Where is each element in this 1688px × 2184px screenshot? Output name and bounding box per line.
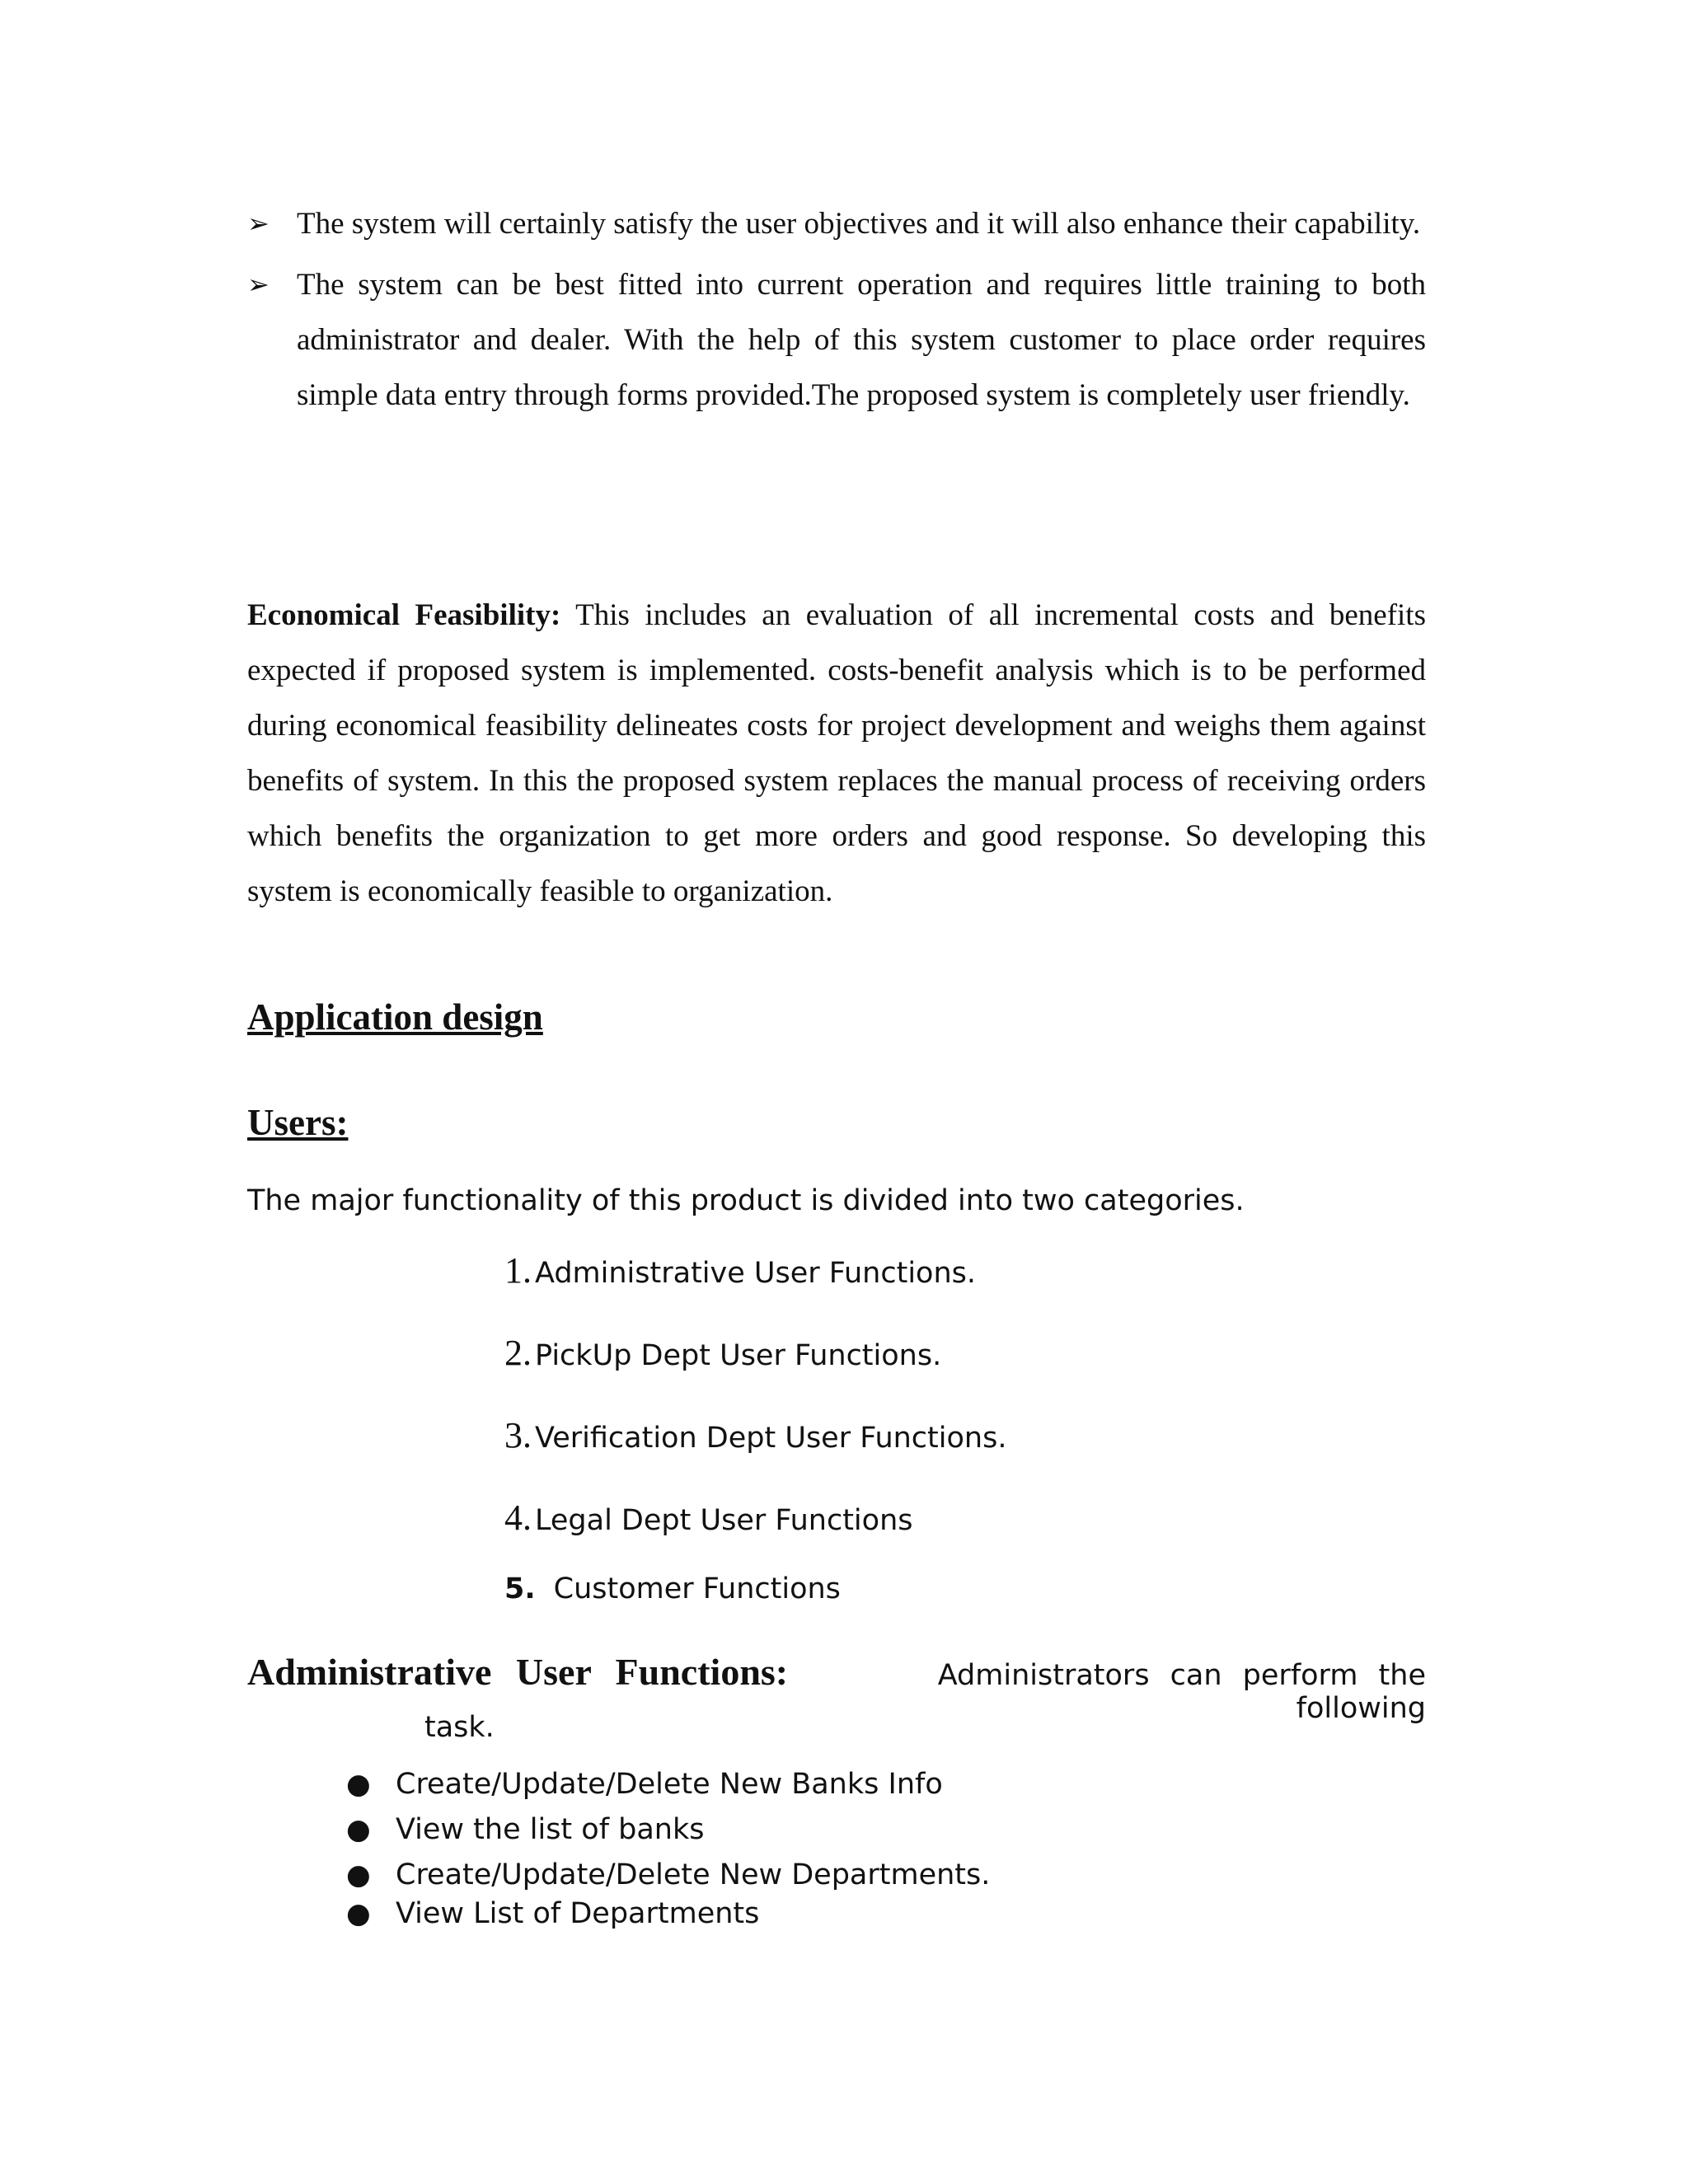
category-number: 1. [504,1250,532,1291]
category-label: Customer Functions [553,1572,841,1605]
bullet-dot-icon: ● [346,1897,371,1930]
arrow-right-icon: ➢ [247,209,270,238]
category-number: 3. [504,1415,532,1455]
admin-functions-description-cont: task. [424,1711,495,1744]
category-label: Administrative User Functions. [535,1257,977,1290]
bullet-dot-icon: ● [346,1813,371,1846]
category-item [504,1332,1006,1414]
category-item [504,1414,1006,1497]
feasibility-bullet-text: The system can be best fitted into current operation and requires little training to both administrator and dealer. With the help of this system customer to place order requires simple data entry through forms provided.The proposed system is completely user friendly. [297,268,1426,412]
users-intro-text: The major functionality of this product is divided into two categories. [247,1184,1245,1217]
category-list [504,1249,1006,1638]
arrow-right-icon: ➢ [247,269,270,299]
admin-task-text: View List of Departments [396,1897,760,1930]
bullet-dot-icon: ● [346,1858,371,1891]
category-item [504,1572,1006,1638]
category-number: 2. [504,1333,532,1373]
admin-functions-heading: Administrative User Functions: [247,1651,789,1693]
economical-feasibility-paragraph [247,588,1426,919]
category-label: Legal Dept User Functions [535,1504,913,1537]
category-item [504,1497,1006,1579]
admin-task-text: Create/Update/Delete New Banks Info [396,1768,943,1801]
feasibility-bullet [247,257,1426,423]
feasibility-bullet-text: The system will certainly satisfy the user objectives and it will also enhance their capability. [297,207,1421,241]
feasibility-bullet-list [247,196,1426,429]
category-label: PickUp Dept User Functions. [535,1339,942,1372]
economical-feasibility-text: This includes an evaluation of all incremental costs and benefits expected if proposed system is implemented. costs-benefit analysis which is to be performed during economical feasibility delineates costs for project development and weighs them against benefits of system. In this the proposed system replaces the manual process of receiving orders which benefits the organization to get more orders and good response. So developing this system is economically feasible to organization. [247,598,1426,908]
feasibility-bullet [247,196,1426,251]
category-number: 4. [504,1497,532,1538]
category-number: 5. [504,1572,536,1605]
admin-task-item [346,1768,990,1813]
users-heading: Users: [247,1102,349,1143]
application-design-heading: Application design [247,996,543,1038]
category-item [504,1249,1006,1332]
admin-task-list [346,1768,990,1943]
admin-task-item [346,1813,990,1858]
economical-feasibility-label: Economical Feasibility: [247,598,561,632]
admin-functions-description: Administrators can perform the following [937,1659,1426,1725]
bullet-dot-icon: ● [346,1768,371,1801]
admin-task-item [346,1897,990,1943]
admin-task-text: Create/Update/Delete New Departments. [396,1858,991,1891]
category-label: Verification Dept User Functions. [535,1422,1007,1455]
admin-task-text: View the list of banks [396,1813,705,1846]
